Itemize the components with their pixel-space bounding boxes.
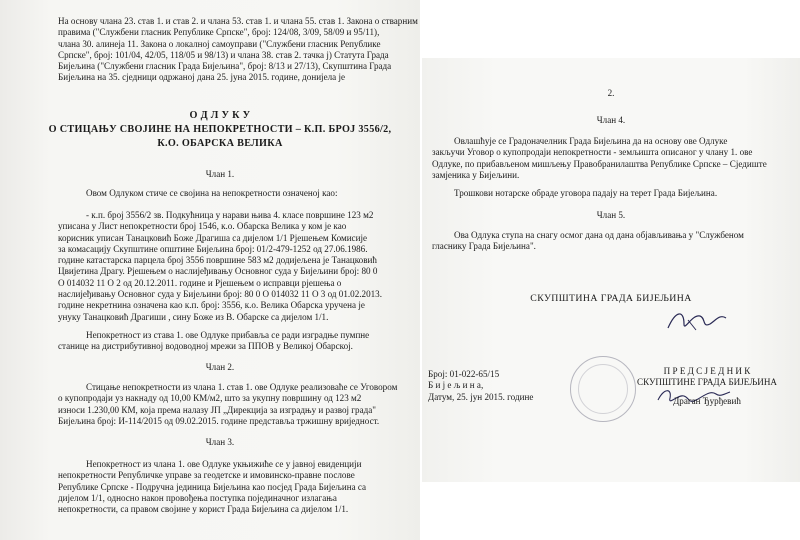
article-4-line: закључи Уговор о купопродаји непокретности - земљишта описаног у члану 1. ове	[432, 147, 753, 158]
article-1-line: О 014032 11 О 2 од 20.12.2011. године и Рјешењем о исправци рјешења о	[58, 277, 342, 288]
article-1-line: Цвијетина Драгу. Рјешењем о наслијеђивању Основног суда у Бијељини број: 80 0	[58, 266, 378, 277]
article-4-paragraph-2: Трошкови нотарске обраде уговора падају на терет Града Бијељина.	[454, 188, 718, 198]
article-2-line: износи 1.230,00 КМ, која према налазу ЈП „Дирекција за изградњу и развој града"	[58, 404, 376, 415]
article-3-line: Непокретност из члана 1. ове Одлуке укњижиће се у јавној евиденцији	[86, 459, 362, 469]
preamble-line: правима ("Службени гласник Републике Српске", број: 124/08, 3/09, 58/09 и 95/11),	[58, 27, 380, 38]
document-number: Број: 01-022-65/15	[428, 369, 500, 379]
article-1-intro: Овом Одлуком стиче се својина на непокретности означеној као:	[86, 188, 338, 198]
article-1-p2-line: Непокретност из става 1. ове Одлуке прибавља се ради изградње пумпне	[86, 330, 370, 340]
president-name: Драган Ђурђевић	[673, 396, 741, 406]
article-1-line: године некретнина означена као к.п. број: 3556, к.о. Велика Обарска уручена је	[58, 300, 365, 311]
article-3-line: Републике Српске - Подручна јединица Бијељина као посјед Града Бијељина са	[58, 481, 367, 492]
president-title: П Р Е Д С Ј Е Д Н И К	[663, 366, 751, 376]
article-1-line: наслијеђивању Основног суда у Бијељини број: 80 0 О 014032 11 О 3 од 01.02.2013.	[58, 289, 382, 300]
article-5-heading: Члан 5.	[596, 210, 626, 220]
article-3-line: дијелом 1/1, односно након провођења поступка појединачног излагања	[58, 492, 337, 503]
article-3-line: непокретности, са правом својине у корист Града Бијељина са дијелом 1/1.	[58, 504, 349, 515]
preamble	[58, 16, 418, 84]
preamble-line: члана 30. алинеја 11. Закона о локалној самоуправи ("Службени гласник Републике	[58, 38, 381, 49]
article-5-line: гласнику Града Бијељина".	[432, 241, 536, 252]
article-1-line: за комасацију Скупштине општине Бијељина број: 01/2-479-1252 од 27.06.1986.	[58, 243, 368, 254]
preamble-line: Српске", број: 101/04, 42/05, 118/05 и 98/13) и члана 38. став 2. тачка ј) Статута Града	[58, 49, 389, 60]
article-1-heading: Члан 1.	[205, 169, 235, 179]
page-number: 2.	[607, 88, 615, 98]
decision-title-word: О Д Л У К У	[189, 110, 251, 121]
official-stamp-inner	[578, 364, 628, 414]
article-5-line: Ова Одлука ступа на снагу осмог дана од дана објављивања у "Службеном	[454, 230, 744, 240]
document-page-2	[422, 58, 800, 482]
signature-mark-top	[662, 306, 732, 336]
article-1-line: корисник уписан Танацковић Боже Драгиша са дијелом 1/1 Рјешењем Комисије	[58, 232, 368, 243]
article-3-line: непокретности Републичке управе за геодетске и имовинско-правне послове	[58, 470, 355, 481]
article-2-line: Бијељина број: И-114/2015 од 09.02.2015. године представља тржишну вриједност.	[58, 415, 380, 426]
article-1-paragraph-2	[58, 330, 369, 353]
article-5-body	[432, 230, 744, 253]
article-4-line: Одлуке, по прибављеном мишљењу Правобранилаштва Републике Српске – Сједиште	[432, 158, 767, 169]
president-organization: СКУПШТИНЕ ГРАДА БИЈЕЉИНА	[637, 377, 777, 387]
article-2-line: Стицање непокретности из члана 1. став 1. ове Одлуке реализоваће се Уговором	[86, 382, 398, 392]
article-3-body	[58, 459, 366, 515]
article-3-heading: Члан 3.	[205, 437, 235, 447]
article-1-line: унуку Танацковић Драгиши , сину Боже из В. Обарске са дијелом 1/1.	[58, 311, 329, 322]
preamble-line: На основу члана 23. став 1. и став 2. и члана 53. став 1. и члана 55. став 1. Закона о стварним	[58, 16, 418, 26]
decision-title-line1: О СТИЦАЊУ СВОЈИНЕ НА НЕПОКРЕТНОСТИ – К.П. БРОЈ 3556/2,	[48, 124, 392, 135]
preamble-line: Бијељина ("Службени гласник Града Бијељина", број: 8/13 и 27/13), Скупштина Града	[58, 61, 392, 72]
document-city: Б и ј е љ и н а,	[428, 380, 484, 390]
article-2-body	[58, 382, 397, 427]
article-4-line: замјеника у Бијељини.	[432, 169, 520, 180]
article-1-line: године катастарска парцела број 3556 површине 583 м2 додијељена је Танацковић	[58, 255, 377, 266]
article-1-p2-line: станице на дистрибутивној водоводној мрежи за ППОВ у Великој Обарској.	[58, 341, 353, 352]
article-4-body	[432, 136, 767, 181]
article-1-line: - к.п. број 3556/2 зв. Подкућница у нарави њива 4. класе површине 123 м2	[86, 210, 374, 220]
article-1-body	[58, 210, 382, 323]
article-4-heading: Члан 4.	[596, 115, 626, 125]
preamble-line: Бијељина на 35. сједници одржаној дана 25. јуна 2015. године, донијела је	[58, 72, 346, 83]
article-2-heading: Члан 2.	[205, 362, 235, 372]
article-1-line: уписана у Лист непокретности број 1546, к.о. Обарска Велика у ком је као	[58, 221, 347, 232]
assembly-name: СКУПШТИНА ГРАДА БИЈЕЉИНА	[530, 293, 692, 304]
document-date: Датум, 25. јун 2015. године	[428, 392, 534, 402]
article-2-line: о купопродаји уз накнаду од 10,00 КМ/м2, што за укупну површину од 123 м2	[58, 393, 362, 404]
article-4-line: Овлашћује се Градоначелник Града Бијељина да на основу ове Одлуке	[454, 136, 728, 146]
decision-title-line2: К.О. ОБАРСКА ВЕЛИКА	[157, 138, 283, 149]
